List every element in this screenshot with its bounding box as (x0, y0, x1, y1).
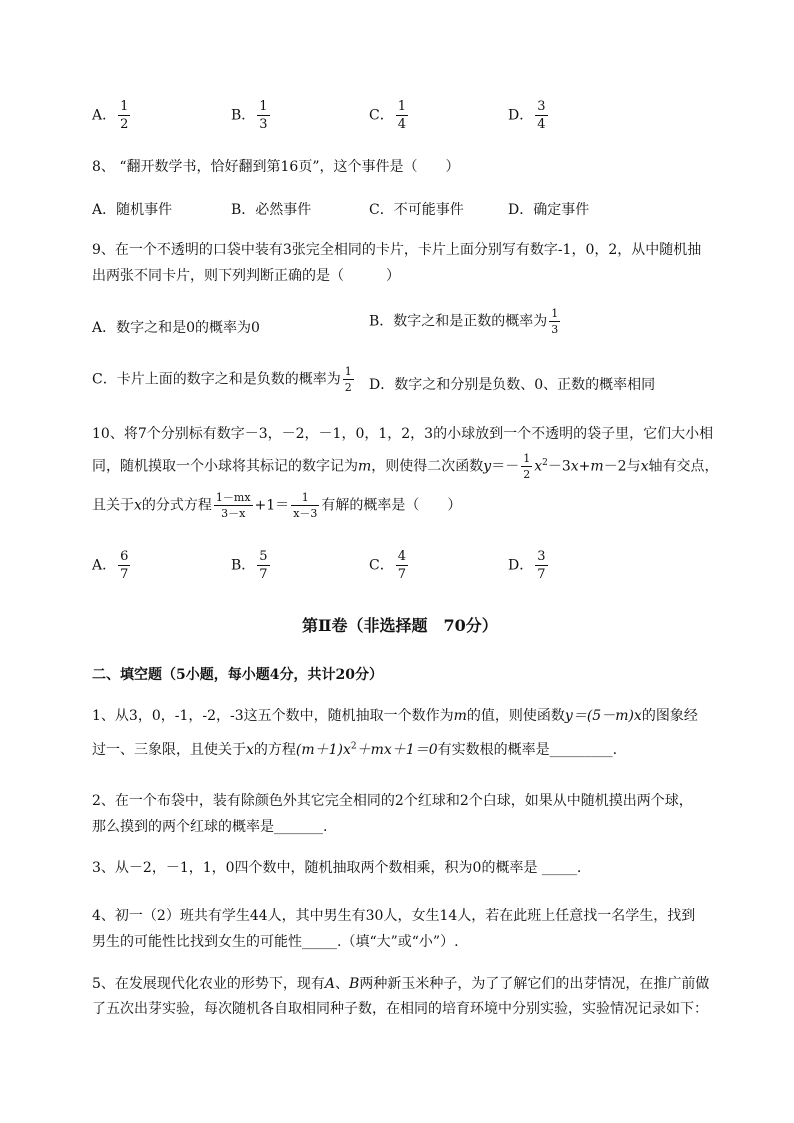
part2-title: 第Ⅱ卷（非选择题 70分） (302, 616, 498, 635)
q9-option-c[interactable]: C．卡片上面的数字之和是负数的概率为 $\frac{1}{2}$ (92, 365, 352, 394)
fill4-line1: 4、初一（2）班共有学生44人，其中男生有30人，女生14人，若在此班上任意找一名学生，找到 (92, 908, 696, 924)
q8-stem: 8、 “翻开数学书，恰好翻到第16页”，这个事件是（ ） (92, 159, 460, 175)
q9-stem-line2: 出两张不同卡片，则下列判断正确的是（ ） (92, 268, 400, 284)
q7-option-d[interactable]: D． $\frac{3}{4}$ (508, 99, 546, 132)
fill5-line1: 5、在发展现代化农业的形势下，现有A、B两种新玉米种子，为了了解它们的出芽情况，在推广前做 (92, 976, 710, 992)
fill2-line2: 那么摸到的两个红球的概率是_______. (92, 819, 328, 835)
fraction: $\frac{1}{2}$ (344, 365, 352, 394)
fill1-line1: 1、从3，0，-1，-2，-3这五个数中，随机抽取一个数作为m的值，则使函数y＝(5－m)x的图象经 (92, 708, 698, 724)
fraction: $\frac{6}{7}$ (120, 549, 129, 582)
fraction: $\frac{3}{7}$ (537, 549, 546, 582)
q8-option-a[interactable]: A．随机事件 (92, 202, 173, 218)
q10-option-b[interactable]: B． $\frac{5}{7}$ (231, 549, 268, 582)
q9-stem-line1: 9、在一个不透明的口袋中装有3张完全相同的卡片，卡片上面分别写有数字-1，0，2，从中随机抽 (92, 242, 702, 258)
q10-option-c[interactable]: C． $\frac{4}{7}$ (369, 549, 406, 582)
fraction: $\frac{1}{3}$ (551, 307, 559, 336)
fraction: $\frac{1}{3}$ (259, 99, 268, 132)
q7-option-a[interactable]: A． $\frac{1}{2}$ (92, 99, 129, 132)
q8-option-d[interactable]: D．确定事件 (508, 202, 590, 218)
q10-stem-line3: 且关于x的分式方程 $\frac{1-mx}{3-x}$ +1＝ $\frac{1}{x-3}$ 有解的概率是（ ） (92, 491, 462, 520)
q9-option-d[interactable]: D．数字之和分别是负数、0、正数的概率相同 (369, 377, 656, 393)
fill5-line2: 了五次出芽实验，每次随机各自取相同种子数，在相同的培育环境中分别实验，实验情况记录如下： (92, 1001, 708, 1017)
fraction: $\frac{3}{4}$ (537, 99, 546, 132)
fraction: $\frac{5}{7}$ (259, 549, 268, 582)
fraction: $\frac{4}{7}$ (397, 549, 406, 582)
fraction: $\frac{1-mx}{3-x}$ (215, 491, 251, 520)
fraction: $\frac{1}{4}$ (397, 99, 406, 132)
fill-section-heading: 二、填空题（5小题，每小题4分，共计20分） (92, 667, 383, 683)
q9-option-a[interactable]: A．数字之和是0的概率为0 (92, 320, 260, 336)
q10-option-a[interactable]: A． $\frac{6}{7}$ (92, 549, 129, 582)
q7-option-b[interactable]: B． $\frac{1}{3}$ (231, 99, 268, 132)
fill3-line1: 3、从－2，－1，1，0四个数中，随机抽取两个数相乘，积为0的概率是 _____. (92, 860, 582, 876)
q10-stem-line1: 10、将7个分别标有数字－3，－2，－1，0，1，2，3的小球放到一个不透明的袋子里，它们大小相 (92, 426, 714, 442)
fraction: $\frac{1}{x-3}$ (293, 491, 318, 520)
q7-option-c[interactable]: C． $\frac{1}{4}$ (369, 99, 406, 132)
q9-option-b[interactable]: B．数字之和是正数的概率为 $\frac{1}{3}$ (369, 307, 559, 336)
fill4-line2: 男生的可能性比找到女生的可能性_____.（填“大”或“小”）. (92, 934, 459, 950)
q10-stem-line2: 同，随机摸取一个小球将其标记的数字记为m，则使得二次函数y＝－ $\frac{1}{2}$ $x^2-3x+m-2$与x轴有交点， (92, 452, 719, 481)
fill1-line2: 过一、三象限，且使关于x的方程$(m+1)x^2+mx+1=0$有实数根的概率是_________. (92, 741, 618, 758)
fraction: $\frac{1}{2}$ (523, 452, 531, 481)
q10-option-d[interactable]: D． $\frac{3}{7}$ (508, 549, 546, 582)
q8-option-c[interactable]: C．不可能事件 (369, 202, 464, 218)
q8-option-b[interactable]: B．必然事件 (231, 202, 312, 218)
fraction: $\frac{1}{2}$ (120, 99, 129, 132)
fill2-line1: 2、在一个布袋中，装有除颜色外其它完全相同的2个红球和2个白球，如果从中随机摸出两个球， (92, 793, 693, 809)
